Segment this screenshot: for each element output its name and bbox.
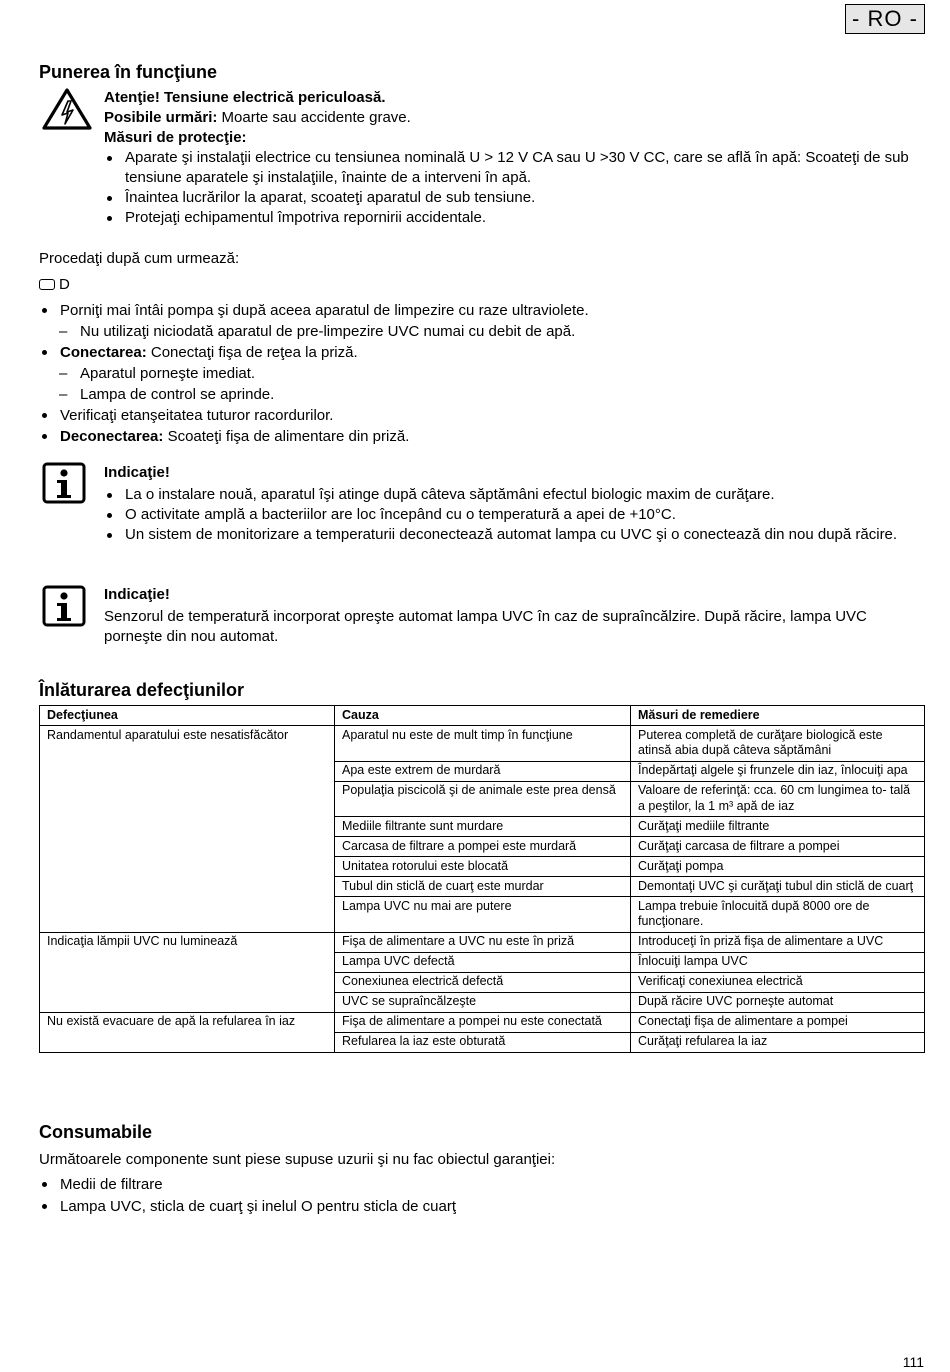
cause-cell: Carcasa de filtrare a pompei este murdară (335, 837, 631, 857)
figure-reference: D (39, 275, 70, 295)
fault-cell: Nu există evacuare de apă la refularea în iaz (40, 1012, 335, 1052)
step-item: Porniţi mai întâi pompa şi după aceea aparatul de limpezire cu raze ultraviolete. (39, 300, 919, 321)
step-item: Conectarea: Conectaţi fişa de reţea la priză. (39, 342, 919, 363)
column-header: Măsuri de remediere (631, 706, 925, 726)
cause-cell: UVC se supraîncălzeşte (335, 992, 631, 1012)
page-number: 111 (902, 1354, 924, 1370)
column-header: Cauza (335, 706, 631, 726)
note-block-1 (104, 463, 924, 545)
remedy-cell: Valoare de referinţă: cca. 60 cm lungimea to- tală a peştilor, la 1 m³ apă de iaz (631, 781, 925, 817)
warning-consequences: Posibile urmări: Moarte sau accidente grave. (104, 109, 411, 126)
cause-cell: Apa este extrem de murdară (335, 761, 631, 781)
warning-title: Atenţie! Tensiune electrică periculoasă. (104, 89, 386, 106)
procedure-intro: Procedaţi după cum urmează: (39, 250, 240, 267)
list-item: Aparate şi instalaţii electrice cu tensiunea nominală U > 12 V CA sau U >30 V CC, care se află în apă: Scoateţi de sub tensiune aparatele şi instalaţiile, înainte de a interveni în apă. (104, 148, 924, 188)
remedy-cell: Puterea completă de curăţare biologică este atinsă abia după câteva săptămâni (631, 726, 925, 762)
table-row (40, 1012, 925, 1032)
remedy-cell: Demontaţi UVC şi curăţaţi tubul din sticlă de cuarţ (631, 877, 925, 897)
cause-cell: Unitatea rotorului este blocată (335, 857, 631, 877)
step-item: Deconectarea: Scoateţi fişa de alimentare din priză. (39, 426, 919, 447)
cause-cell: Populaţia piscicolă şi de animale este prea densă (335, 781, 631, 817)
electrical-hazard-icon (42, 88, 92, 130)
list-item: Protejaţi echipamentul împotriva repornirii accidentale. (104, 208, 924, 228)
step-item: Verificaţi etanşeitatea tuturor racordurilor. (39, 405, 919, 426)
cause-cell: Tubul din sticlă de cuarţ este murdar (335, 877, 631, 897)
note-list (104, 485, 924, 545)
column-header: Defecţiunea (40, 706, 335, 726)
table-row (40, 726, 925, 762)
remedy-cell: Verificaţi conexiunea electrică (631, 972, 925, 992)
list-item: Un sistem de monitorizare a temperaturii deconectează automat lampa cu UVC şi o conectează din nou după răcire. (104, 525, 924, 545)
cause-cell: Fişa de alimentare a pompei nu este conectată (335, 1012, 631, 1032)
cause-cell: Lampa UVC defectă (335, 952, 631, 972)
remedy-cell: Curăţaţi carcasa de filtrare a pompei (631, 837, 925, 857)
list-item: Lampa UVC, sticla de cuarţ şi inelul O pentru sticla de cuarţ (39, 1196, 919, 1218)
consumables-intro: Următoarele componente sunt piese supuse uzurii şi nu fac obiectul garanţiei: (39, 1151, 556, 1168)
note-text: Senzorul de temperatură incorporat opreşte automat lampa UVC în caz de supraîncălzire. După răcire, lampa UVC porneşte din nou automat. (104, 608, 867, 645)
remedy-cell: Lampa trebuie înlocuită după 8000 ore de funcţionare. (631, 897, 925, 933)
section-title-consumables: Consumabile (39, 1122, 153, 1142)
cause-cell: Fişa de alimentare a UVC nu este în priză (335, 932, 631, 952)
fault-cell: Randamentul aparatului este nesatisfăcător (40, 726, 335, 933)
remedy-cell: După răcire UVC porneşte automat (631, 992, 925, 1012)
cause-cell: Mediile filtrante sunt murdare (335, 817, 631, 837)
info-icon (42, 585, 86, 627)
info-icon (42, 462, 86, 504)
consumables-list (39, 1174, 919, 1218)
cause-cell: Conexiunea electrică defectă (335, 972, 631, 992)
table-header-row (40, 706, 925, 726)
section-title-troubleshooting: Înlăturarea defecţiunilor (39, 680, 245, 700)
remedy-cell: Înlocuiţi lampa UVC (631, 952, 925, 972)
step-subitem: – Nu utilizaţi niciodată aparatul de pre-limpezire UVC numai cu debit de apă. (59, 323, 576, 340)
list-item: Înaintea lucrărilor la aparat, scoateţi aparatul de sub tensiune. (104, 188, 924, 208)
troubleshooting-table (39, 705, 925, 1053)
note-title: Indicaţie! (104, 586, 170, 603)
language-tag: - RO - (845, 4, 925, 34)
book-icon (39, 279, 55, 290)
section-title-startup: Punerea în funcţiune (39, 62, 218, 82)
note-block-2 (104, 585, 924, 647)
note-title: Indicaţie! (104, 464, 170, 481)
table-row (40, 932, 925, 952)
list-item: Medii de filtrare (39, 1174, 919, 1196)
cause-cell: Lampa UVC nu mai are putere (335, 897, 631, 933)
remedy-cell: Curăţaţi mediile filtrante (631, 817, 925, 837)
remedy-cell: Introduceţi în priză fişa de alimentare a UVC (631, 932, 925, 952)
remedy-cell: Curăţaţi refularea la iaz (631, 1032, 925, 1052)
list-item: La o instalare nouă, aparatul îşi atinge după câteva săptămâni efectul biologic maxim de curăţare. (104, 485, 924, 505)
cause-cell: Aparatul nu este de mult timp în funcţiune (335, 726, 631, 762)
cause-cell: Refularea la iaz este obturată (335, 1032, 631, 1052)
warning-block (104, 88, 924, 228)
list-item: O activitate amplă a bacteriilor are loc începând cu o temperatură a apei de +10°C. (104, 505, 924, 525)
step-subitem: – Aparatul porneşte imediat. (59, 365, 256, 382)
remedy-cell: Curăţaţi pompa (631, 857, 925, 877)
procedure-steps (39, 300, 919, 447)
remedy-cell: Conectaţi fişa de alimentare a pompei (631, 1012, 925, 1032)
warning-measures-title: Măsuri de protecţie: (104, 129, 247, 146)
step-subitem: – Lampa de control se aprinde. (59, 386, 275, 403)
fault-cell: Indicaţia lămpii UVC nu luminează (40, 932, 335, 1012)
warning-measures-list (104, 148, 924, 228)
remedy-cell: Îndepărtaţi algele şi frunzele din iaz, înlocuiţi apa (631, 761, 925, 781)
